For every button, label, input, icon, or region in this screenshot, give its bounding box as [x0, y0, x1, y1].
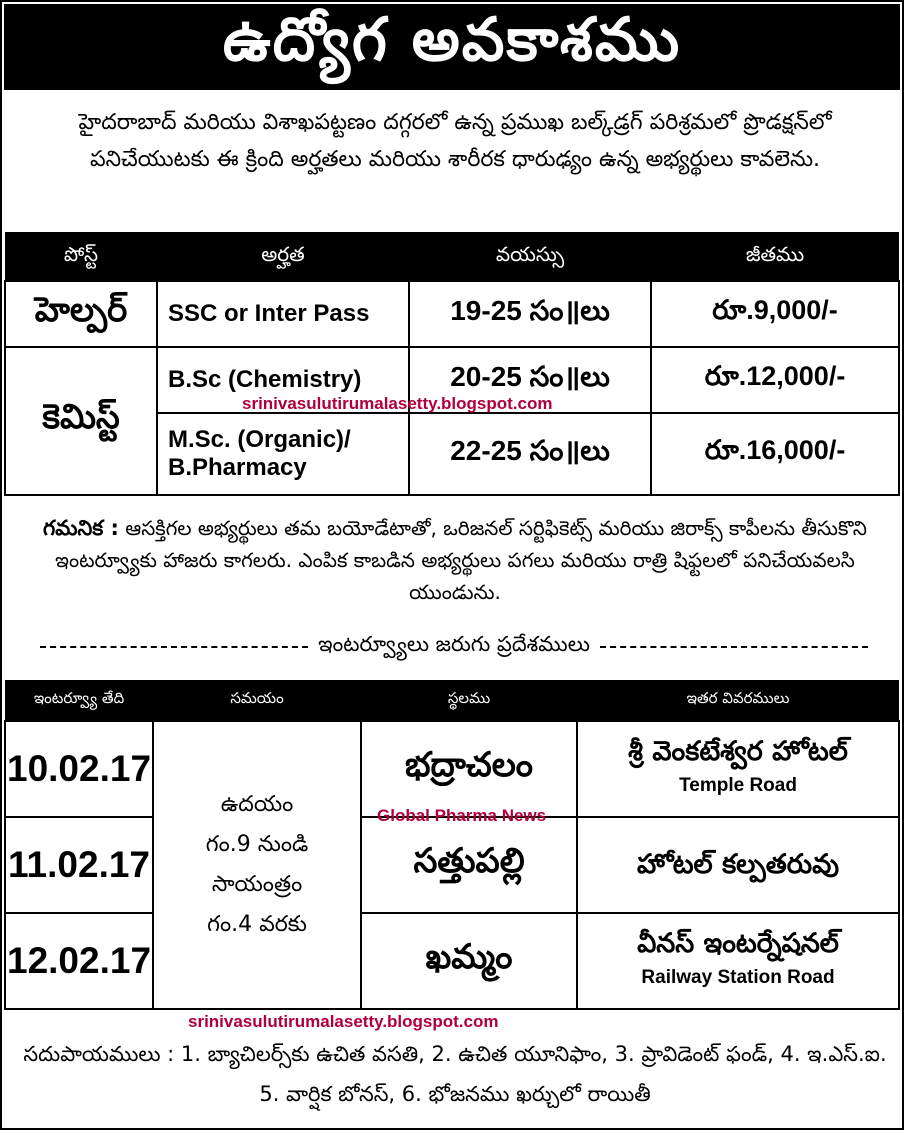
table-row	[5, 281, 899, 347]
age-cell: 19-25 సం॥లు	[409, 281, 651, 347]
place-cell: భద్రాచలం	[361, 721, 577, 817]
table-row	[5, 913, 899, 1009]
time-line: సాయంత్రం	[211, 872, 303, 897]
note-label: గమనిక :	[43, 516, 119, 540]
poster-title: ఉద్యోగ అవకాశము	[4, 4, 900, 90]
venue-cell	[577, 721, 899, 817]
venue-name: వీనస్ ఇంటర్నేషనల్	[637, 928, 839, 959]
venue-heading	[40, 632, 868, 662]
venue-note: Temple Road	[679, 775, 797, 796]
col-place: స్థలము	[361, 680, 577, 721]
time-cell	[153, 721, 361, 1009]
col-time: సమయం	[153, 680, 361, 721]
venue-name: హోటల్ కల్పతరువు	[636, 849, 840, 880]
venue-note: Railway Station Road	[641, 967, 835, 988]
place-cell: సత్తుపల్లి	[361, 817, 577, 913]
jobs-table	[4, 232, 900, 496]
age-cell: 22-25 సం॥లు	[409, 413, 651, 495]
time-line: ఉదయం	[220, 792, 294, 817]
divider	[40, 646, 308, 648]
blog-watermark: srinivasulutirumalasetty.blogspot.com	[242, 394, 553, 413]
note-paragraph	[20, 512, 890, 608]
post-helper: హెల్పర్	[5, 281, 157, 347]
date-cell: 11.02.17	[5, 817, 153, 913]
salary-cell: రూ.16,000/-	[651, 413, 899, 495]
col-qualification: అర్హత	[157, 232, 409, 281]
intro-paragraph: హైదరాబాద్ మరియు విశాఖపట్టణం దగ్గరలో ఉన్న ప్రముఖ బల్క్‌డ్రగ్ పరిశ్రమలో ప్రొడక్షన్‌లో పనిచేయుటకు ఈ క్రింది అర్హతలు మరియు శారీరక ధారుఢ్యం ఉన్న అభ్యర్థులు కావలెను.	[78, 110, 832, 172]
age-cell: 20-25 సం॥లు	[409, 347, 651, 413]
col-age: వయస్సు	[409, 232, 651, 281]
time-line: గం.4 వరకు	[207, 912, 307, 937]
venue-cell	[577, 817, 899, 913]
venue-cell	[577, 913, 899, 1009]
time-line: గం.9 నుండి	[205, 832, 309, 857]
col-post: పోస్ట్	[5, 232, 157, 281]
benefits-paragraph: సదుపాయములు : 1. బ్యాచిలర్స్‌కు ఉచిత వసతి, 2. ఉచిత యూనిఫాం, 3. ప్రావిడెంట్ ఫండ్, 4. ఇ.ఎస్.ఐ. 5. వార్షిక బోనస్, 6. భోజనము ఖర్చులో రాయితీ	[23, 1042, 887, 1106]
table-row	[5, 817, 899, 913]
date-cell: 10.02.17	[5, 721, 153, 817]
col-date: ఇంటర్వ్యూ తేది	[5, 680, 153, 721]
divider	[600, 646, 868, 648]
post-chemist: కెమిస్ట్	[5, 347, 157, 495]
col-salary: జీతము	[651, 232, 899, 281]
qualification-cell: SSC or Inter Pass	[157, 281, 409, 347]
qualification-cell: B.Sc (Chemistry)	[157, 347, 409, 413]
venue-name: శ్రీ వెంకటేశ్వర హోటల్	[628, 736, 848, 767]
table-row	[5, 721, 899, 817]
venue-heading-text: ఇంటర్వ్యూలు జరుగు ప్రదేశములు	[318, 632, 590, 656]
note-text: ఆసక్తిగల అభ్యర్థులు తమ బయోడేటాతో, ఒరిజనల్ సర్టిఫికెట్స్ మరియు జిరాక్స్ కాపీలను తీసుకొని ఇంటర్వ్యూకు హాజరు కాగలరు. ఎంపిక కాబడిన అభ్యర్థులు పగలు మరియు రాత్రి షిఫ్టలలో పనిచేయవలసి యుండును.	[55, 516, 867, 604]
blog-watermark-bottom: srinivasulutirumalasetty.blogspot.com	[188, 1012, 499, 1031]
qualification-cell: M.Sc. (Organic)/ B.Pharmacy	[157, 413, 409, 495]
salary-cell: రూ.9,000/-	[651, 281, 899, 347]
date-cell: 12.02.17	[5, 913, 153, 1009]
place-cell: ఖమ్మం	[361, 913, 577, 1009]
news-watermark: Global Pharma News	[377, 806, 547, 825]
salary-cell: రూ.12,000/-	[651, 347, 899, 413]
col-details: ఇతర వివరములు	[577, 680, 899, 721]
interview-table	[4, 680, 900, 1010]
